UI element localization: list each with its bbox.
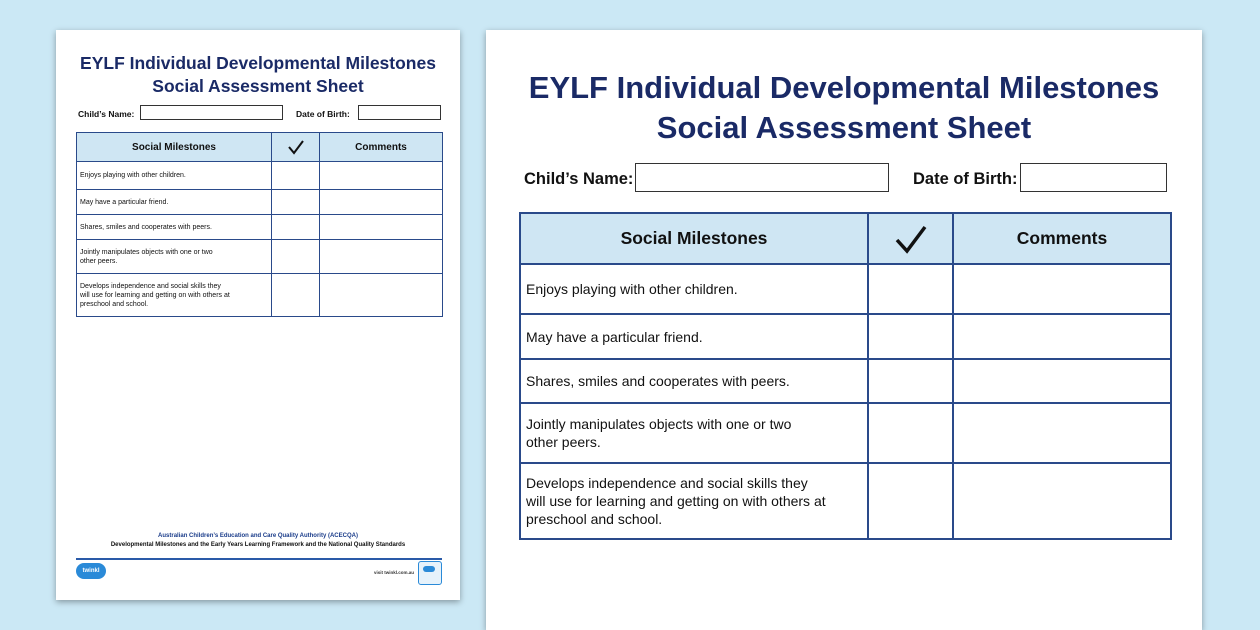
table-row <box>77 240 443 274</box>
title-line-1: EYLF Individual Developmental Milestones <box>528 70 1160 105</box>
milestone-text: Jointly manipulates objects with one or two other peers. <box>77 240 272 274</box>
comments-cell[interactable] <box>320 215 443 240</box>
check-header <box>868 213 953 264</box>
comments-cell[interactable] <box>953 314 1171 359</box>
info-fields <box>524 163 1168 193</box>
milestone-text: Develops independence and social skills they will use for learning and getting on with others at preschool and school. <box>520 463 868 539</box>
dob-label: Date of Birth: <box>296 109 350 119</box>
badge-icon <box>418 561 442 585</box>
table-row <box>77 162 443 190</box>
sheet-title <box>486 68 1202 148</box>
check-cell[interactable] <box>272 215 320 240</box>
check-cell[interactable] <box>868 463 953 539</box>
comments-cell[interactable] <box>953 403 1171 463</box>
dob-field[interactable] <box>1020 163 1167 192</box>
milestone-text: Enjoys playing with other children. <box>77 162 272 190</box>
comments-cell[interactable] <box>953 359 1171 403</box>
comments-cell[interactable] <box>320 162 443 190</box>
title-line-2: Social Assessment Sheet <box>656 110 1032 145</box>
comments-cell[interactable] <box>953 463 1171 539</box>
check-cell[interactable] <box>868 314 953 359</box>
info-fields <box>78 105 440 123</box>
child-name-label: Child’s Name: <box>524 170 634 188</box>
small-preview-sheet <box>56 30 460 600</box>
table-row <box>77 274 443 317</box>
footer-org: Australian Children’s Education and Care Quality Authority (ACECQA) <box>158 533 358 539</box>
milestones-header: Social Milestones <box>520 213 868 264</box>
table-row <box>520 314 1171 359</box>
child-name-field[interactable] <box>140 105 283 120</box>
comments-header: Comments <box>320 133 443 162</box>
child-name-label: Child’s Name: <box>78 109 135 119</box>
check-cell[interactable] <box>272 274 320 317</box>
milestone-text: May have a particular friend. <box>77 190 272 215</box>
check-cell[interactable] <box>272 162 320 190</box>
milestones-table <box>519 212 1172 540</box>
table-row <box>520 403 1171 463</box>
title-line-1: EYLF Individual Developmental Milestones <box>80 53 436 73</box>
table-header-row <box>520 213 1171 264</box>
table-row <box>77 190 443 215</box>
table-row <box>77 215 443 240</box>
check-cell[interactable] <box>868 359 953 403</box>
footer-divider <box>76 558 442 560</box>
milestones-table <box>76 132 443 317</box>
milestone-text: May have a particular friend. <box>520 314 868 359</box>
table-header-row <box>77 133 443 162</box>
comments-cell[interactable] <box>320 240 443 274</box>
milestone-text: Jointly manipulates objects with one or two other peers. <box>520 403 868 463</box>
check-cell[interactable] <box>272 190 320 215</box>
dob-field[interactable] <box>358 105 441 120</box>
sheet-title <box>56 52 460 98</box>
milestone-text: Shares, smiles and cooperates with peers. <box>77 215 272 240</box>
check-cell[interactable] <box>868 264 953 314</box>
comments-cell[interactable] <box>320 190 443 215</box>
milestones-header: Social Milestones <box>77 133 272 162</box>
child-name-field[interactable] <box>635 163 889 192</box>
check-cell[interactable] <box>272 240 320 274</box>
check-mark-icon <box>287 139 305 155</box>
milestone-text: Enjoys playing with other children. <box>520 264 868 314</box>
milestone-text: Develops independence and social skills they will use for learning and getting on with others at preschool and school. <box>77 274 272 317</box>
twinkl-logo: twinkl <box>76 563 106 579</box>
check-cell[interactable] <box>868 403 953 463</box>
large-preview-sheet <box>486 30 1202 630</box>
footer-source: Developmental Milestones and the Early Years Learning Framework and the National Quality Standards <box>110 542 406 548</box>
dob-label: Date of Birth: <box>913 170 1018 188</box>
comments-header: Comments <box>953 213 1171 264</box>
check-header <box>272 133 320 162</box>
milestone-text: Shares, smiles and cooperates with peers. <box>520 359 868 403</box>
comments-cell[interactable] <box>320 274 443 317</box>
title-line-2: Social Assessment Sheet <box>152 76 364 96</box>
table-row <box>520 264 1171 314</box>
footer-url: visit twinkl.com.au <box>374 570 415 575</box>
comments-cell[interactable] <box>953 264 1171 314</box>
table-row <box>520 463 1171 539</box>
check-mark-icon <box>894 224 928 254</box>
table-row <box>520 359 1171 403</box>
